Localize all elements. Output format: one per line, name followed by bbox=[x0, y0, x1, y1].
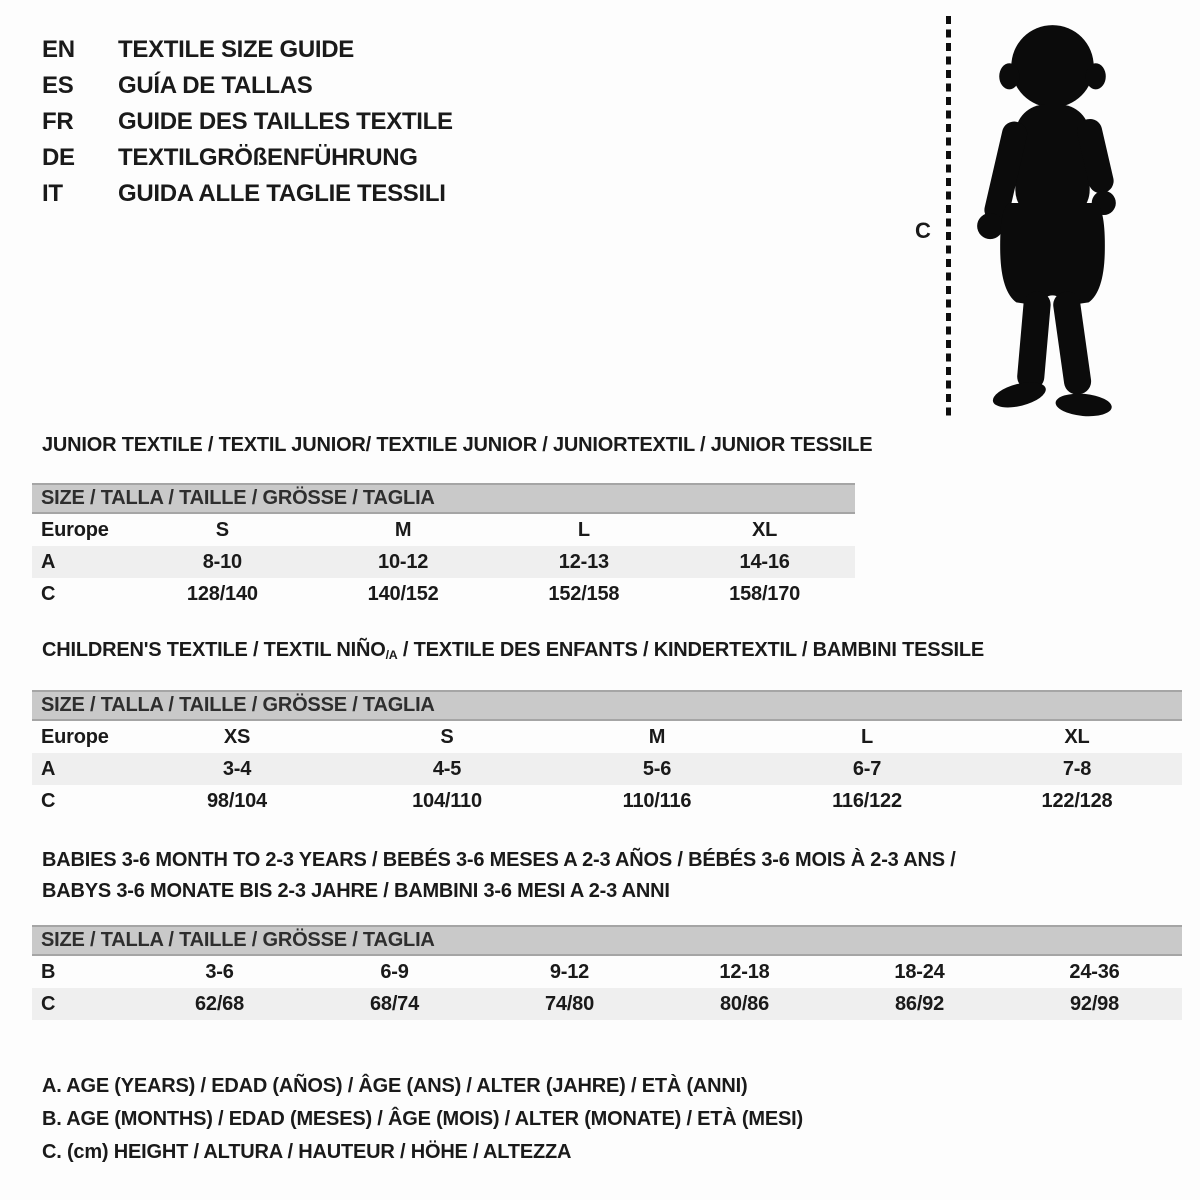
babies-section-title bbox=[42, 845, 956, 907]
table-cell: 110/116 bbox=[622, 789, 692, 812]
table-cell: 12-13 bbox=[558, 550, 609, 573]
junior-size-table bbox=[32, 483, 855, 610]
table-cell: 3-4 bbox=[222, 757, 252, 780]
table-cell: 122/128 bbox=[1041, 789, 1113, 812]
table-cell: 86/92 bbox=[894, 992, 945, 1015]
language-row-fr bbox=[42, 104, 453, 140]
language-code: DE bbox=[42, 144, 75, 171]
table-cell: 6-7 bbox=[852, 757, 882, 780]
table-row-age bbox=[32, 753, 1182, 785]
language-title: TEXTILGRÖßENFÜHRUNG bbox=[118, 144, 418, 171]
table-cell: XL bbox=[752, 518, 778, 541]
table-cell: 98/104 bbox=[207, 789, 267, 812]
table-cell: M bbox=[648, 725, 666, 748]
legend-line-b: B. AGE (MONTHS) / EDAD (MESES) / ÂGE (MOIS) / ALTER (MONATE) / ETÀ (MESI) bbox=[42, 1108, 803, 1130]
children-title-post: / TEXTILE DES ENFANTS / KINDERTEXTIL / BAMBINI TESSILE bbox=[397, 639, 985, 661]
junior-section-title: JUNIOR TEXTILE / TEXTIL JUNIOR/ TEXTILE JUNIOR / JUNIORTEXTIL / JUNIOR TESSILE bbox=[42, 434, 873, 456]
table-cell: 68/74 bbox=[369, 992, 420, 1015]
table-cell: 62/68 bbox=[194, 992, 245, 1015]
table-row-months bbox=[32, 956, 1182, 988]
table-cell: 92/98 bbox=[1069, 992, 1120, 1015]
table-row-europe bbox=[32, 514, 855, 546]
babies-title-line1: BABIES 3-6 MONTH TO 2-3 YEARS / BEBÉS 3-6 MESES A 2-3 AÑOS / BÉBÉS 3-6 MOIS À 2-3 ANS / bbox=[42, 849, 956, 871]
table-cell: 140/152 bbox=[367, 582, 439, 605]
babies-size-table bbox=[32, 925, 1182, 1020]
table-cell: 128/140 bbox=[186, 582, 258, 605]
row-label: C bbox=[41, 582, 56, 605]
height-measure-label: C bbox=[915, 218, 931, 243]
language-title: TEXTILE SIZE GUIDE bbox=[118, 36, 354, 63]
language-code: EN bbox=[42, 36, 75, 63]
children-size-table bbox=[32, 690, 1182, 817]
table-cell: L bbox=[860, 725, 874, 748]
table-cell: 116/122 bbox=[832, 789, 902, 812]
table-cell: 4-5 bbox=[432, 757, 462, 780]
row-label: Europe bbox=[41, 725, 109, 748]
row-label: Europe bbox=[41, 518, 109, 541]
table-cell: S bbox=[440, 725, 454, 748]
size-header-bar bbox=[32, 690, 1182, 721]
toddler-silhouette-icon bbox=[962, 12, 1140, 419]
language-row-it bbox=[42, 176, 453, 212]
row-label: C bbox=[41, 992, 56, 1015]
babies-title-line2: BABYS 3-6 MONATE BIS 2-3 JAHRE / BAMBINI 3-6 MESI A 2-3 ANNI bbox=[42, 880, 670, 902]
table-cell: M bbox=[394, 518, 412, 541]
table-cell: 74/80 bbox=[544, 992, 595, 1015]
row-label: C bbox=[41, 789, 56, 812]
row-label: B bbox=[41, 960, 56, 983]
language-title: GUIDE DES TAILLES TEXTILE bbox=[118, 108, 453, 135]
table-cell: 14-16 bbox=[739, 550, 790, 573]
size-header-label: SIZE / TALLA / TAILLE / GRÖSSE / TAGLIA bbox=[41, 694, 435, 716]
children-section-title bbox=[42, 639, 984, 662]
table-row-age bbox=[32, 546, 855, 578]
language-row-de bbox=[42, 140, 453, 176]
table-row-height bbox=[32, 578, 855, 610]
table-row-height bbox=[32, 785, 1182, 817]
table-cell: L bbox=[577, 518, 590, 541]
table-cell: 104/110 bbox=[412, 789, 482, 812]
table-row-height bbox=[32, 988, 1182, 1020]
children-title-subscript: /A bbox=[385, 648, 398, 663]
table-cell: 10-12 bbox=[378, 550, 429, 573]
size-header-label: SIZE / TALLA / TAILLE / GRÖSSE / TAGLIA bbox=[41, 487, 435, 509]
table-cell: 8-10 bbox=[202, 550, 242, 573]
table-cell: 7-8 bbox=[1062, 757, 1092, 780]
table-cell: 152/158 bbox=[548, 582, 620, 605]
legend-line-a: A. AGE (YEARS) / EDAD (AÑOS) / ÂGE (ANS) / ALTER (JAHRE) / ETÀ (ANNI) bbox=[42, 1075, 748, 1097]
table-cell: 24-36 bbox=[1069, 960, 1120, 983]
language-title: GUÍA DE TALLAS bbox=[118, 72, 313, 99]
table-cell: XL bbox=[1064, 725, 1090, 748]
size-header-bar bbox=[32, 925, 1182, 956]
table-cell: 158/170 bbox=[729, 582, 801, 605]
language-list bbox=[42, 32, 453, 212]
table-cell: S bbox=[215, 518, 229, 541]
table-cell: 80/86 bbox=[719, 992, 770, 1015]
table-cell: 9-12 bbox=[549, 960, 590, 983]
table-cell: XS bbox=[223, 725, 251, 748]
language-code: ES bbox=[42, 72, 74, 99]
size-header-label: SIZE / TALLA / TAILLE / GRÖSSE / TAGLIA bbox=[41, 929, 435, 951]
language-title: GUIDA ALLE TAGLIE TESSILI bbox=[118, 180, 446, 207]
table-cell: 3-6 bbox=[205, 960, 234, 983]
table-cell: 18-24 bbox=[894, 960, 945, 983]
measure-legend bbox=[42, 1070, 803, 1169]
size-header-bar bbox=[32, 483, 855, 514]
language-row-en bbox=[42, 32, 453, 68]
table-cell: 6-9 bbox=[380, 960, 409, 983]
table-cell: 12-18 bbox=[719, 960, 770, 983]
table-row-europe bbox=[32, 721, 1182, 753]
row-label: A bbox=[41, 757, 56, 780]
height-measure-dashed-line bbox=[946, 16, 951, 416]
table-cell: 5-6 bbox=[642, 757, 672, 780]
row-label: A bbox=[41, 550, 56, 573]
children-title-pre: CHILDREN'S TEXTILE / TEXTIL NIÑO bbox=[42, 639, 386, 661]
legend-line-c: C. (cm) HEIGHT / ALTURA / HAUTEUR / HÖHE / ALTEZZA bbox=[42, 1141, 572, 1163]
language-code: IT bbox=[42, 180, 63, 207]
language-code: FR bbox=[42, 108, 74, 135]
language-row-es bbox=[42, 68, 453, 104]
